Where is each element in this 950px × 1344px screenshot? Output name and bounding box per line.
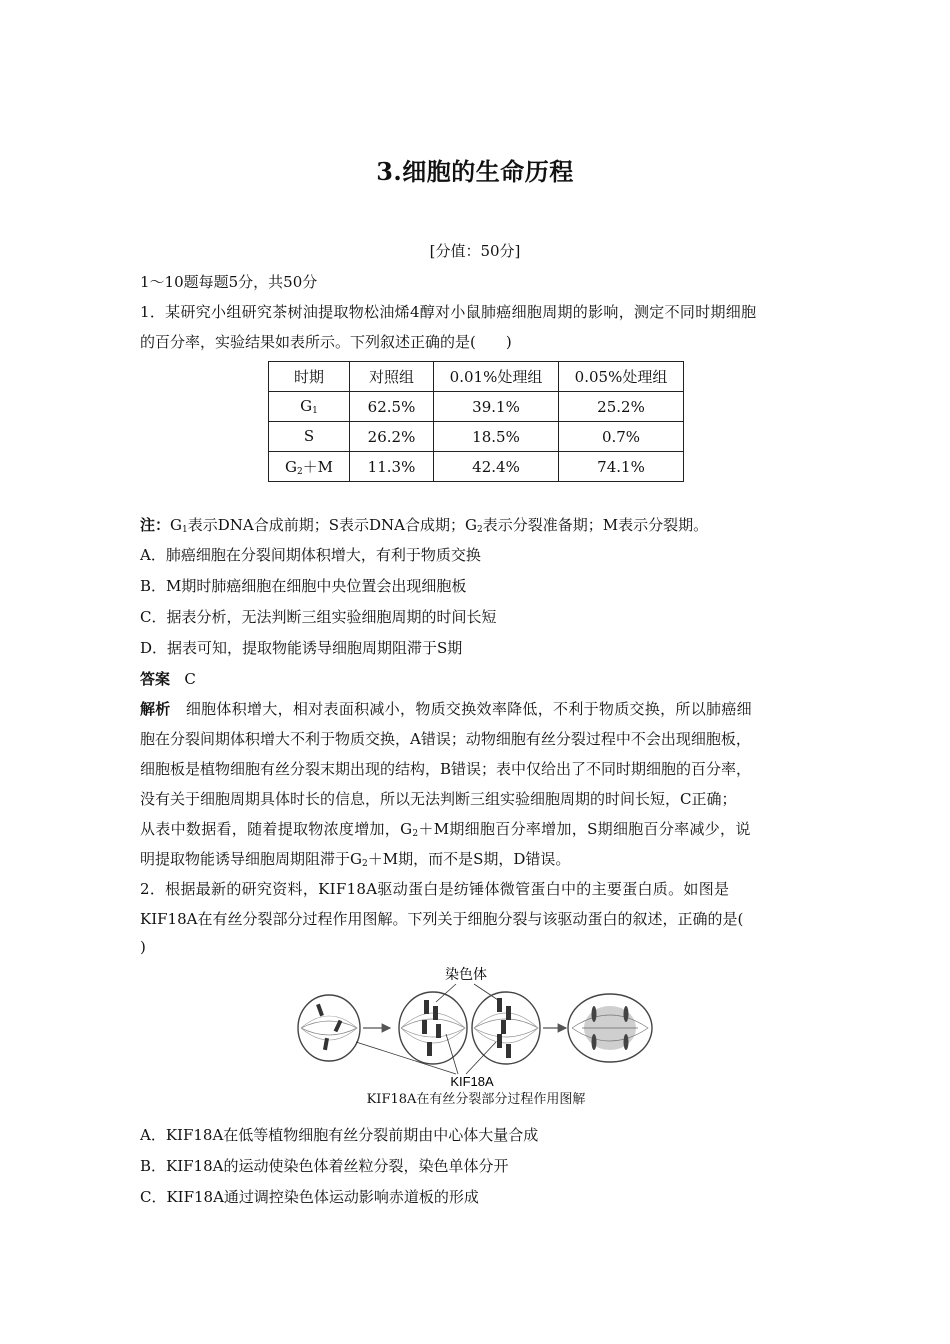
cell-stage-3 (472, 992, 540, 1064)
q1-explanation-line2: 胞在分裂间期体积增大不利于物质交换，A错误；动物细胞有丝分裂过程中不会出现细胞板， (140, 730, 751, 748)
table-cell: 18.5% (434, 422, 559, 452)
table-row-label: S (269, 422, 350, 452)
table-cell: 11.3% (350, 452, 434, 482)
q1-table-note: 注：$G_1$表示DNA合成前期；S表示DNA合成期；$G_2$表示分裂准备期；M表示分裂期。 (140, 516, 709, 535)
table-cell: 0.7% (559, 422, 684, 452)
figure-caption: KIF18A在有丝分裂部分过程作用图解 (366, 1092, 586, 1107)
table-header-cell: 0.01%处理组 (434, 362, 559, 392)
table-row (269, 422, 684, 452)
kif18a-label: KIF18A (450, 1074, 494, 1089)
chromosome-label: 染色体 (445, 966, 487, 982)
q1-data-table (268, 361, 684, 482)
cell-stage-2 (399, 992, 467, 1064)
table-header-row (269, 362, 684, 392)
q1-explanation-line5: 从表中数据看，随着提取物浓度增加，$G_2+M$期细胞百分率增加，S期细胞百分率减少，说 (140, 820, 751, 839)
table-row-label: $G_1$ (269, 392, 350, 422)
q1-option-d: D．据表可知，提取物能诱导细胞周期阻滞于S期 (140, 639, 463, 657)
q2-option-b: B．KIF18A的运动使染色体着丝粒分裂，染色单体分开 (140, 1157, 509, 1175)
table-cell: 74.1% (559, 452, 684, 482)
q1-stem-line2: 的百分率，实验结果如表所示。下列叙述正确的是( ) (140, 333, 512, 351)
instructions: 1～10题每题5分，共50分 (140, 273, 318, 291)
mitosis-diagram (296, 962, 656, 1107)
q1-option-a: A．肺癌细胞在分裂间期体积增大，有利于物质交换 (140, 546, 481, 564)
score-info: [分值：50分] (429, 242, 521, 260)
q1-explanation-line3: 细胞板是植物细胞有丝分裂末期出现的结构，B错误；表中仅给出了不同时期细胞的百分率， (140, 760, 752, 778)
table-row (269, 392, 684, 422)
table-row-label: $G_2+M$ (269, 452, 350, 482)
q1-option-b: B．M期时肺癌细胞在细胞中央位置会出现细胞板 (140, 577, 467, 595)
table-cell: 26.2% (350, 422, 434, 452)
q1-stem-line1: 1．某研究小组研究茶树油提取物松油烯4醇对小鼠肺癌细胞周期的影响，测定不同时期细胞 (140, 303, 757, 321)
q2-option-a: A．KIF18A在低等植物细胞有丝分裂前期由中心体大量合成 (140, 1126, 539, 1144)
table-row (269, 452, 684, 482)
table-cell: 39.1% (434, 392, 559, 422)
q1-answer: 答案 C (140, 670, 196, 688)
q2-option-c: C．KIF18A通过调控染色体运动影响赤道板的形成 (140, 1188, 479, 1206)
table-header-cell: 时期 (269, 362, 350, 392)
table-cell: 62.5% (350, 392, 434, 422)
page-title: 3.细胞的生命历程 (376, 157, 574, 186)
q1-explanation-line6: 明提取物能诱导细胞周期阻滞于$G_2+M$期，而不是S期，D错误。 (140, 850, 571, 869)
cell-stage-4 (568, 994, 652, 1062)
table-cell: 25.2% (559, 392, 684, 422)
q1-option-c: C．据表分析，无法判断三组实验细胞周期的时间长短 (140, 608, 497, 626)
q1-explanation-line4: 没有关于细胞周期具体时长的信息，所以无法判断三组实验细胞周期的时间长短，C正确； (140, 790, 737, 808)
table-header-cell: 0.05%处理组 (559, 362, 684, 392)
q2-stem-line3: ) (140, 938, 146, 956)
table-cell: 42.4% (434, 452, 559, 482)
q2-stem-line1: 2．根据最新的研究资料，KIF18A驱动蛋白是纺锤体微管蛋白中的主要蛋白质。如图是 (140, 880, 730, 898)
q2-stem-line2: KIF18A在有丝分裂部分过程作用图解。下列关于细胞分裂与该驱动蛋白的叙述，正确的是( (140, 910, 744, 928)
cell-stage-1 (298, 995, 360, 1061)
table-header-cell: 对照组 (350, 362, 434, 392)
q1-explanation-line1: 解析 细胞体积增大，相对表面积减小，物质交换效率降低，不利于物质交换，所以肺癌细 (140, 700, 752, 718)
